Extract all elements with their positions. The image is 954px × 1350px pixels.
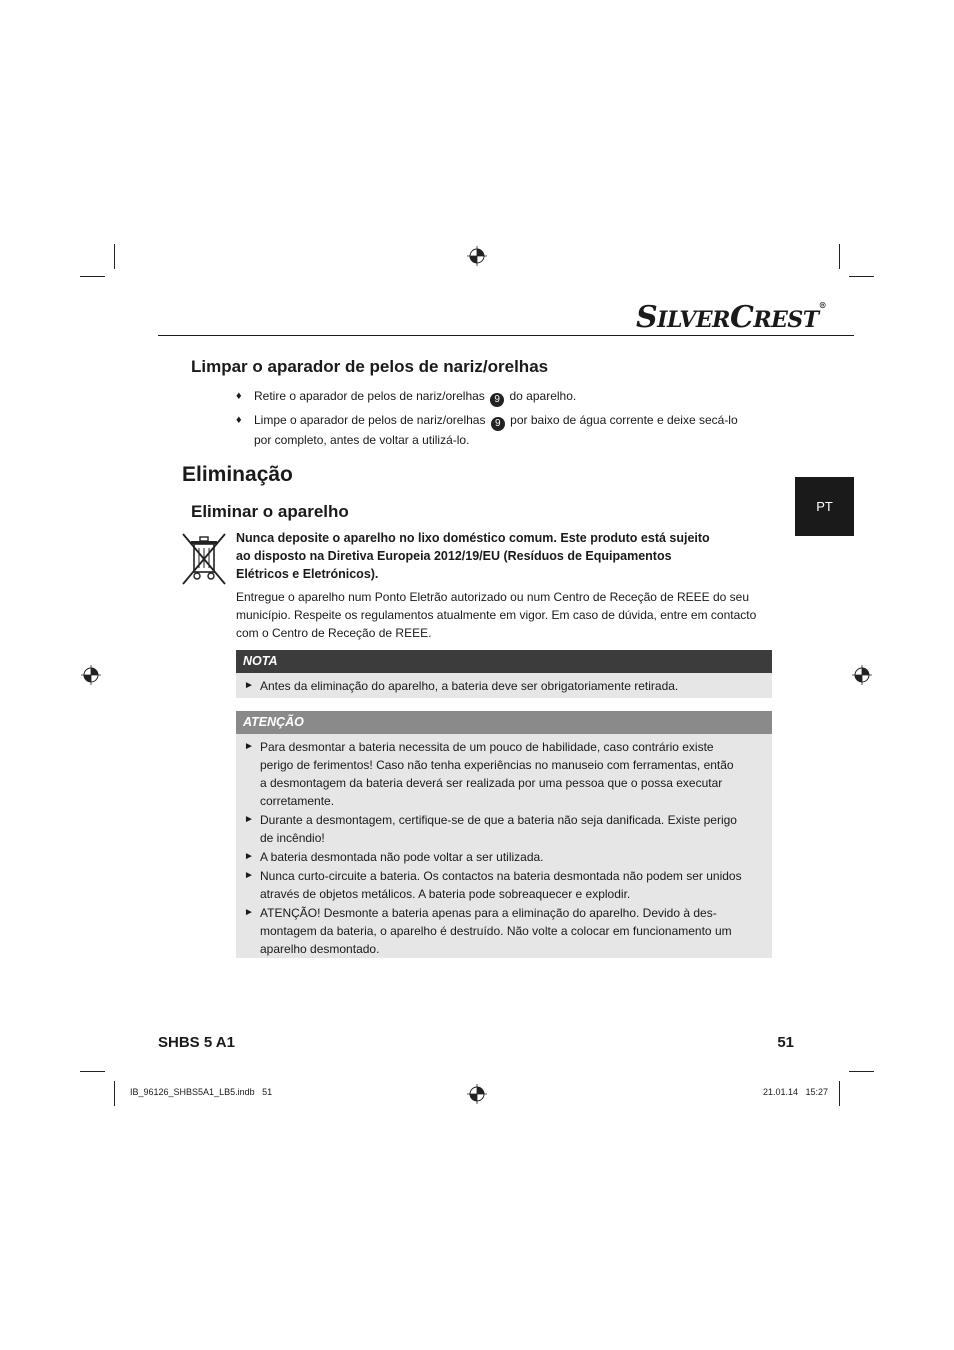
list-item: ► Durante a desmontagem, certifique-se de que a bateria não seja danificada. Existe perigo de incêndio! bbox=[244, 813, 737, 845]
note-heading: NOTA bbox=[236, 650, 772, 673]
model-number: SHBS 5 A1 bbox=[158, 1034, 235, 1051]
crop-mark bbox=[849, 276, 874, 277]
list-item: ► A bateria desmontada não pode voltar a ser utilizada. bbox=[244, 850, 544, 864]
list-item: ► ATENÇÃO! Desmonte a bateria apenas para a eliminação do aparelho. Devido à des- montagem da bateria, o aparelho é destruído. Não volte a colocar em funcionamento um aparelho desmontado. bbox=[244, 906, 732, 956]
part-number-badge: 9 bbox=[490, 393, 504, 407]
crop-mark bbox=[839, 1081, 840, 1106]
crop-mark bbox=[839, 244, 840, 269]
section-heading-dispose: Eliminar o aparelho bbox=[191, 502, 349, 521]
crop-mark bbox=[114, 244, 115, 269]
disposal-paragraph: Entregue o aparelho num Ponto Eletrão autorizado ou num Centro de Receção de REEE do seu município. Respeite os regulamentos atualmente em vigor. Em caso de dúvida, entre em contacto com o Centro de Receção de REEE. bbox=[236, 590, 757, 640]
list-item: ► Para desmontar a bateria necessita de um pouco de habilidade, caso contrário existe perigo de ferimentos! Caso não tenha experiências no manuseio com ferramentas, então a desmontagem da bateria deverá ser realizada por uma pessoa que o possa executar corretamente. bbox=[244, 740, 734, 808]
crop-mark bbox=[80, 276, 105, 277]
list-item: ► Nunca curto-circuite a bateria. Os contactos na bateria desmontada não podem ser unidos através de objetos metálicos. A bateria pode sobreaquecer e explodir. bbox=[244, 869, 742, 901]
warning-heading: ATENÇÃO bbox=[236, 711, 772, 734]
print-slug-datetime: 21.01.14 15:27 bbox=[763, 1087, 829, 1097]
registration-mark-icon bbox=[81, 665, 101, 685]
registration-mark-icon bbox=[852, 665, 872, 685]
disposal-warning: Nunca deposite o aparelho no lixo doméstico comum. Este produto está sujeito ao disposto na Diretiva Europeia 2012/19/EU (Resíduos de Equipamentos Elétricos e Eletrónicos). bbox=[236, 531, 710, 581]
list-item: ► Antes da eliminação do aparelho, a bateria deve ser obrigatoriamente retirada. bbox=[244, 679, 679, 693]
page-number: 51 bbox=[777, 1034, 794, 1051]
warning-box bbox=[236, 711, 772, 958]
page-section-title: Eliminação bbox=[182, 463, 293, 486]
registration-mark-icon bbox=[467, 1084, 487, 1104]
crop-mark bbox=[80, 1071, 105, 1072]
crop-mark bbox=[849, 1071, 874, 1072]
list-item: ♦ Limpe o aparador de pelos de nariz/orelhas 9 por baixo de água corrente e deixe secá-lo por completo, antes de voltar a utilizá-lo. bbox=[236, 413, 738, 447]
header-rule bbox=[158, 335, 854, 336]
language-tab: PT bbox=[795, 477, 854, 536]
crop-mark bbox=[114, 1081, 115, 1106]
registration-mark-icon bbox=[467, 246, 487, 266]
brand-logo: SILVERCREST® bbox=[636, 300, 827, 335]
section-heading-clean: Limpar o aparador de pelos de nariz/orelhas bbox=[191, 357, 549, 376]
print-slug-file: IB_96126_SHBS5A1_LB5.indb 51 bbox=[130, 1087, 273, 1097]
part-number-badge: 9 bbox=[491, 417, 505, 431]
note-box bbox=[236, 650, 772, 698]
crossed-out-bin-icon bbox=[180, 532, 228, 586]
